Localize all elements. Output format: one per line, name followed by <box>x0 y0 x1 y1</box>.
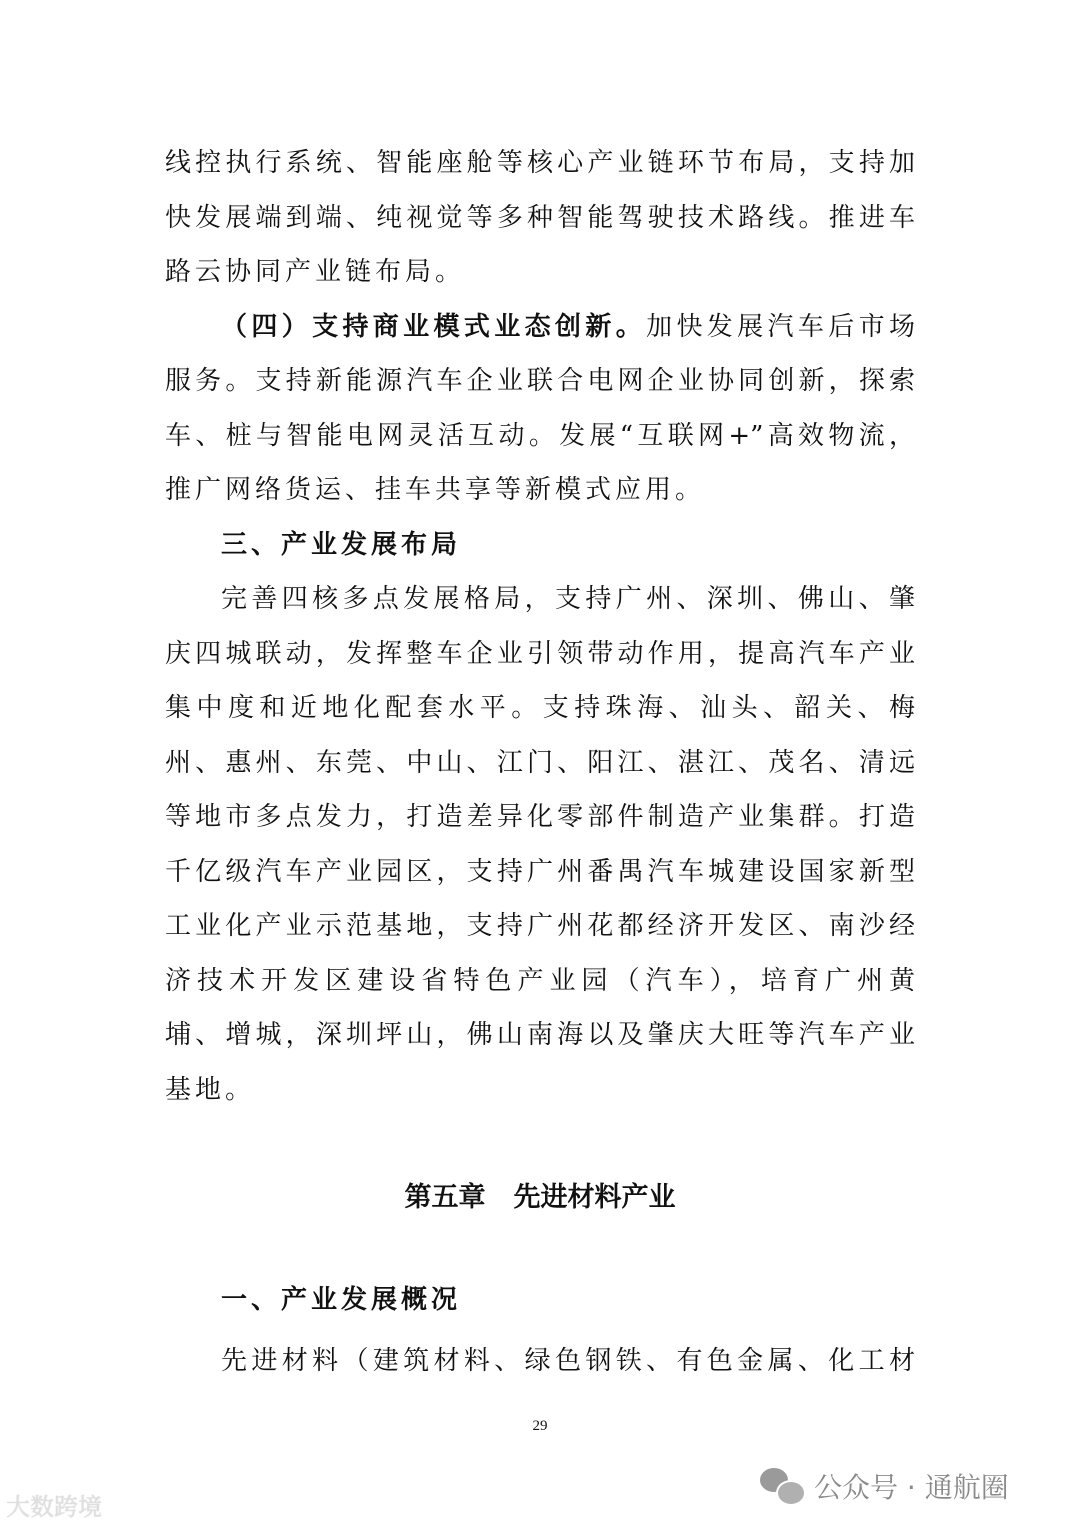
text-line: 推广网络货运、挂车共享等新模式应用。 <box>165 475 706 505</box>
text-line: 基地。 <box>165 1074 256 1105</box>
wechat-icon <box>760 1468 804 1504</box>
chapter-name: 先进材料产业 <box>513 1182 676 1213</box>
text-line: 等地市多点发力，打造差异化零部件制造产业集群。打造 <box>165 802 915 832</box>
text-line: 快发展端到端、纯视觉等多种智能驾驶技术路线。推进车 <box>165 202 915 233</box>
document-body <box>165 136 915 1117</box>
text-line: 州、惠州、东莞、中山、江门、阳江、湛江、茂名、清远 <box>165 747 915 778</box>
text-line: 集中度和近地化配套水平。支持珠海、汕头、韶关、梅 <box>165 693 915 723</box>
text-line: 车、桩与智能电网灵活互动。发展“互联网+”高效物流， <box>165 420 915 451</box>
text-line: 线控执行系统、智能座舱等核心产业链环节布局，支持加 <box>165 148 915 178</box>
chapter-title <box>0 1178 1080 1218</box>
text-line: 工业化产业示范基地，支持广州花都经济开发区、南沙经 <box>165 911 915 941</box>
watermark-left: 大数跨境 <box>6 1493 102 1521</box>
watermark-right <box>760 1466 1009 1506</box>
watermark-text: 公众号 · 通航圈 <box>814 1471 1009 1504</box>
text-line: 济技术开发区建设省特色产业园（汽车），培育广州黄 <box>165 965 915 996</box>
text-line: 千亿级汽车产业园区，支持广州番禺汽车城建设国家新型 <box>165 856 915 887</box>
chapter-body <box>165 1273 915 1388</box>
text-line: 先进材料（建筑材料、绿色钢铁、有色金属、化工材 <box>221 1345 915 1376</box>
section-heading: 一、产业发展概况 <box>221 1285 462 1315</box>
chapter-number: 第五章 <box>404 1182 486 1213</box>
text-fragment: 加快发展汽车后市场 <box>646 311 915 342</box>
page-number: 29 <box>532 1418 548 1434</box>
section-heading: 三、产业发展布局 <box>221 529 462 560</box>
text-line: 完善四核多点发展格局，支持广州、深圳、佛山、肇 <box>221 584 915 614</box>
text-line: 服务。支持新能源汽车企业联合电网企业协同创新，探索 <box>165 366 915 396</box>
text-line: 埔、增城，深圳坪山，佛山南海以及肇庆大旺等汽车产业 <box>165 1020 915 1050</box>
subheading-line <box>165 300 915 355</box>
text-line: 庆四城联动，发挥整车企业引领带动作用，提高汽车产业 <box>165 638 915 669</box>
subheading-bold: （四）支持商业模式业态创新。 <box>221 311 647 342</box>
text-line: 路云协同产业链布局。 <box>165 257 466 287</box>
